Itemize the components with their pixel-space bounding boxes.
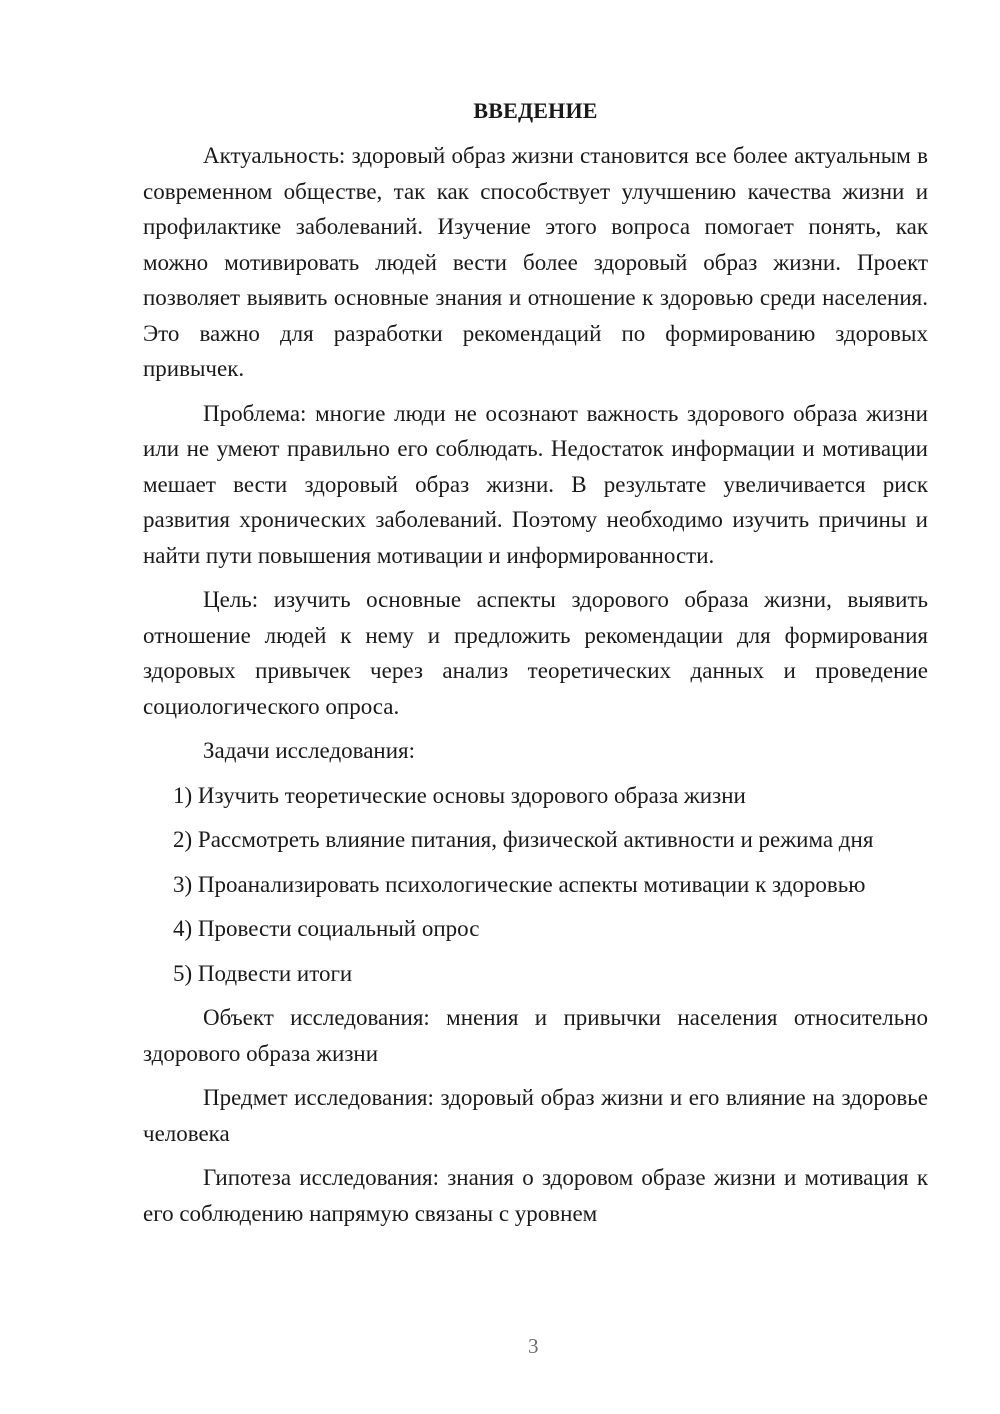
task-item-3: 3) Проанализировать психологические аспекты мотивации к здоровью <box>173 871 866 897</box>
subject-paragraph: Предмет исследования: здоровый образ жизни и его влияние на здоровье человека <box>143 1085 928 1146</box>
hypothesis-paragraph: Гипотеза исследования: знания о здоровом образе жизни и мотивация к его соблюдению напрямую связаны с уровнем <box>143 1165 928 1226</box>
task-item-1: 1) Изучить теоретические основы здорового образа жизни <box>173 782 746 808</box>
page-number: 3 <box>528 1334 539 1358</box>
page-content <box>143 96 928 1240</box>
tasks-title: Задачи исследования: <box>203 738 416 763</box>
task-item-2: 2) Рассмотреть влияние питания, физической активности и режима дня <box>173 827 874 852</box>
object-paragraph: Объект исследования: мнения и привычки населения относительно здорового образа жизни <box>143 1005 928 1066</box>
task-item-5: 5) Подвести итоги <box>173 960 353 986</box>
section-heading: ВВЕДЕНИЕ <box>473 98 598 123</box>
relevance-paragraph: Актуальность: здоровый образ жизни становится все более актуальным в современном обществе, так как способствует улучшению качества жизни и профилактике заболеваний. Изучение этого вопроса помогает понять, как можно мотивировать людей вести более здоровый образ жизни. Проект позволяет выявить основные знания и отношение к здоровью среди населения. Это важно для разработки рекомендаций по формированию здоровых привычек. <box>143 143 928 381</box>
goal-paragraph: Цель: изучить основные аспекты здорового образа жизни, выявить отношение людей к нему и предложить рекомендации для формирования здоровых привычек через анализ теоретических данных и проведение социологического опроса. <box>143 587 928 719</box>
task-item-4: 4) Провести социальный опрос <box>173 916 480 941</box>
problem-paragraph: Проблема: многие люди не осознают важность здорового образа жизни или не умеют правильно его соблюдать. Недостаток информации и мотивации мешает вести здоровый образ жизни. В результате увеличивается риск развития хронических заболеваний. Поэтому необходимо изучить причины и найти пути повышения мотивации и информированности. <box>143 400 928 568</box>
